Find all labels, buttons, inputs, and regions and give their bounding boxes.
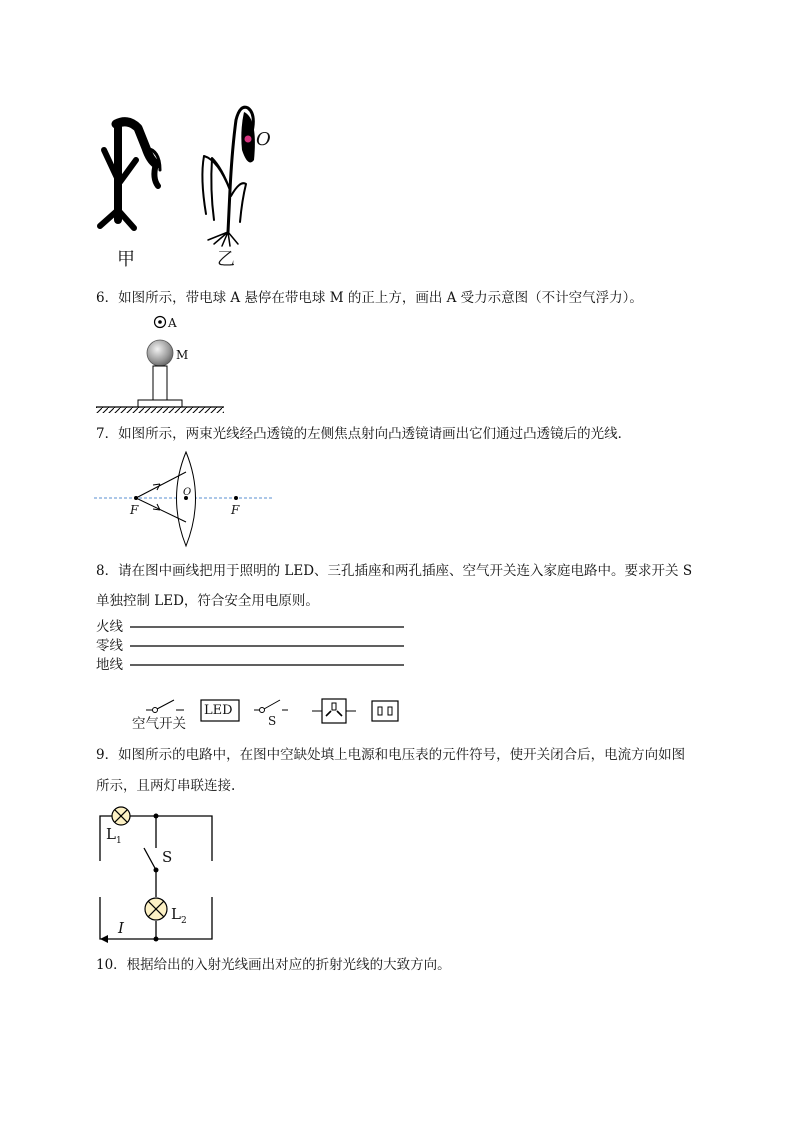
question-9-text-line2: 所示，且两灯串联连接. — [96, 778, 236, 794]
question-7-text: 7．如图所示，两束光线经凸透镜的左侧焦点射向凸透镜请画出它们通过凸透镜后的光线． — [96, 426, 632, 442]
switch-s-label: S — [268, 714, 277, 728]
point-o-label: O — [256, 129, 271, 150]
wire-live-label: 火线 — [96, 619, 123, 635]
lamp-l2-label — [171, 906, 187, 929]
lamp-l1-letter: L — [106, 825, 116, 843]
ball-m-label: M — [176, 348, 189, 362]
label-jia: 甲 — [117, 249, 135, 270]
lamp-l1-subscript: 1 — [115, 836, 122, 846]
optical-center-o: O — [183, 487, 192, 498]
switch-s-label-q9: S — [162, 848, 173, 866]
air-switch-label: 空气开关 — [132, 716, 186, 732]
lamp-l2-letter: L — [171, 905, 181, 923]
question-6-text: 6．如图所示，带电球 A 悬停在带电球 M 的正上方，画出 A 受力示意图（不计空气浮力）。 — [96, 290, 643, 306]
question-8-text-line1: 8．请在图中画线把用于照明的 LED、三孔插座和两孔插座、空气开关连入家庭电路中。要求开关 S — [96, 563, 693, 579]
question-10-text: 10．根据给出的入射光线画出对应的折射光线的大致方向。 — [96, 957, 451, 973]
focus-f-right: F — [231, 503, 240, 517]
ball-a-label: A — [168, 316, 177, 330]
focus-f-left: F — [130, 503, 139, 517]
lamp-l2-subscript: 2 — [180, 916, 187, 926]
wire-neutral-label: 零线 — [96, 638, 123, 654]
question-9-text-line1: 9．如图所示的电路中，在图中空缺处填上电源和电压表的元件符号，使开关闭合后，电流方向如图 — [96, 747, 686, 763]
lamp-l1-label — [106, 826, 122, 849]
label-yi: 乙 — [217, 249, 235, 270]
question-8-text-line2: 单独控制 LED，符合安全用电原则。 — [96, 593, 319, 609]
current-i-label: I — [118, 919, 124, 937]
led-label: LED — [204, 703, 233, 718]
wire-ground-label: 地线 — [96, 657, 123, 673]
